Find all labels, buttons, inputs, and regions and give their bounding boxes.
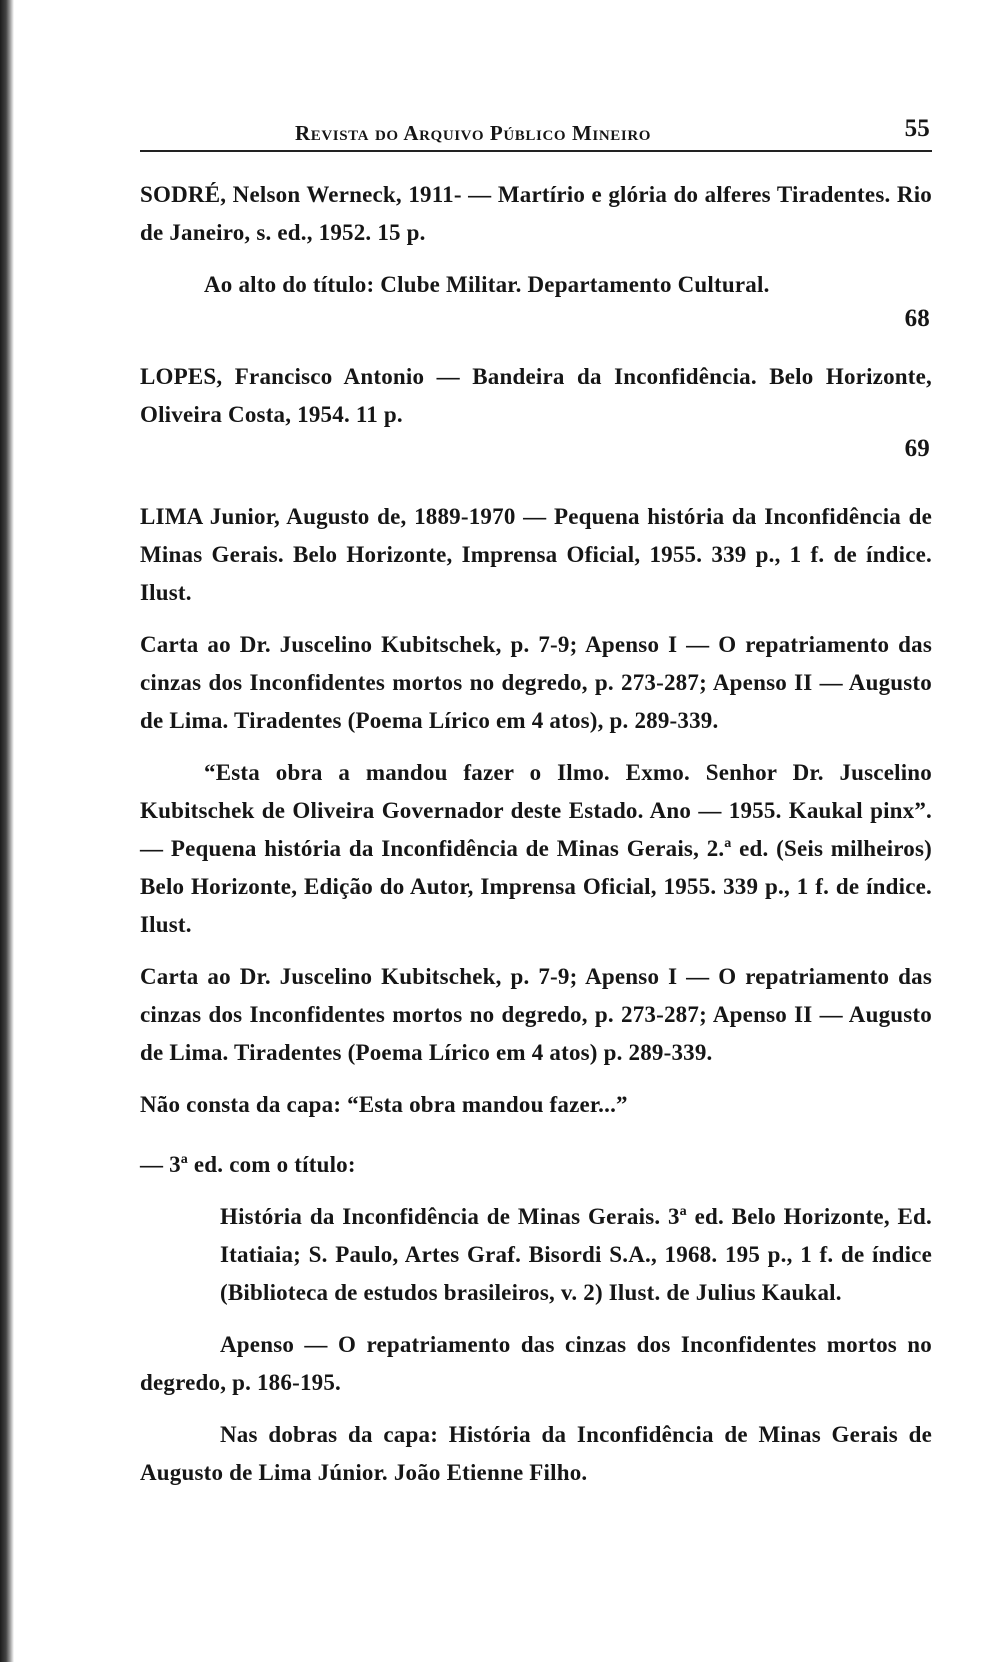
bibliography-entry-lima-junior <box>140 498 932 1492</box>
entry-citation: LIMA Junior, Augusto de, 1889-1970 — Pequena história da Inconfidência de Minas Gerais. Belo Horizonte, Imprensa Oficial, 1955. 339 p., 1 f. de índice. Ilust. <box>140 504 932 605</box>
entry-number: 69 <box>904 435 930 462</box>
scanned-page-edge <box>0 0 14 1662</box>
bibliography-entry-69 <box>140 358 932 464</box>
entry-cover-note: Não consta da capa: “Esta obra mandou fazer...” <box>140 1092 628 1117</box>
entry-number: 68 <box>904 305 930 332</box>
entry-third-edition: História da Inconfidência de Minas Gerais. 3ª ed. Belo Horizonte, Ed. Itatiaia; S. Paulo, Artes Graf. Bisordi S.A., 1968. 195 p., 1 f. de índice (Biblioteca de estudos brasileiros, v. 2) Ilust. de Julius Kaukal. <box>220 1204 932 1305</box>
page-number: 55 <box>904 115 930 142</box>
entry-cover-flaps-note: Nas dobras da capa: História da Inconfidência de Minas Gerais de Augusto de Lima Júnior. João Etienne Filho. <box>140 1422 932 1485</box>
document-page <box>140 110 932 1492</box>
entry-second-edition: “Esta obra a mandou fazer o Ilmo. Exmo. Senhor Dr. Juscelino Kubitschek de Oliveira Governador deste Estado. Ano — 1955. Kaukal pinx”. — Pequena história da Inconfidência de Minas Gerais, 2.ª ed. (Seis milheiros) Belo Horizonte, Edição do Autor, Imprensa Oficial, 1955. 339 p., 1 f. de índice. Ilust. <box>140 760 932 937</box>
entry-third-edition-intro: — 3ª ed. com o título: <box>140 1152 356 1177</box>
entry-contents-note: Carta ao Dr. Juscelino Kubitschek, p. 7-9; Apenso I — O repatriamento das cinzas dos Inconfidentes mortos no degredo, p. 273-287; Apenso II — Augusto de Lima. Tiradentes (Poema Lírico em 4 atos) p. 289-339. <box>140 964 932 1065</box>
running-header <box>140 110 932 152</box>
entry-citation: LOPES, Francisco Antonio — Bandeira da Inconfidência. Belo Horizonte, Oliveira Costa, 1954. 11 p. <box>140 364 932 427</box>
entry-contents-note: Carta ao Dr. Juscelino Kubitschek, p. 7-9; Apenso I — O repatriamento das cinzas dos Inconfidentes mortos no degredo, p. 273-287; Apenso II — Augusto de Lima. Tiradentes (Poema Lírico em 4 atos), p. 289-339. <box>140 632 932 733</box>
bibliography-entry-68 <box>140 176 932 334</box>
journal-title: Revista do Arquivo Público Mineiro <box>295 121 652 145</box>
entry-note: Ao alto do título: Clube Militar. Departamento Cultural. <box>204 272 770 297</box>
entry-citation: SODRÉ, Nelson Werneck, 1911- — Martírio e glória do alferes Tiradentes. Rio de Janeiro, s. ed., 1952. 15 p. <box>140 182 932 245</box>
entry-appendix-note: Apenso — O repatriamento das cinzas dos Inconfidentes mortos no degredo, p. 186-195. <box>140 1332 932 1395</box>
